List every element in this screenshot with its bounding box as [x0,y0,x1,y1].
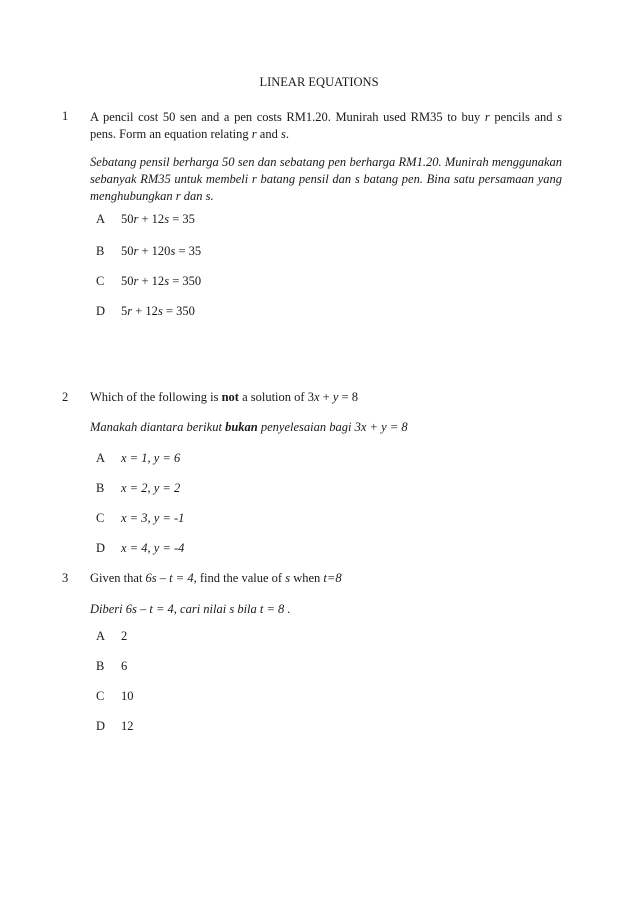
q3-option-a-letter: A [96,629,106,643]
q2-option-d-letter: D [96,541,106,555]
question-1-number: 1 [62,109,69,123]
q3-option-d[interactable]: 12 [121,719,134,733]
q1-option-a-letter: A [96,212,106,226]
question-1-english: A pencil cost 50 sen and a pen costs RM1.20. Munirah used RM35 to buy r pencils and s pens. Form an equation relating r and s. [90,110,562,141]
q3-option-b-letter: B [96,659,105,673]
q2-option-c[interactable]: x = 3, y = -1 [121,511,185,525]
q2-option-b[interactable]: x = 2, y = 2 [121,481,181,495]
q3-option-c-letter: C [96,689,105,703]
q1-option-b[interactable]: 50r + 120s = 35 [121,244,202,258]
q3-option-d-letter: D [96,719,106,733]
q2-option-a[interactable]: x = 1, y = 6 [121,451,181,465]
q1-option-c[interactable]: 50r + 12s = 350 [121,274,202,288]
q2-option-d[interactable]: x = 4, y = -4 [121,541,185,555]
q1-option-c-letter: C [96,274,105,288]
q1-option-d-letter: D [96,304,106,318]
question-2-malay: Manakah diantara berikut bukan penyelesaian bagi 3x + y = 8 [90,420,408,434]
question-3-english: Given that 6s – t = 4, find the value of s when t=8 [90,571,342,585]
q2-option-c-letter: C [96,511,105,525]
question-3-number: 3 [62,571,69,585]
q1-option-d[interactable]: 5r + 12s = 350 [121,304,195,318]
question-2-english: Which of the following is not a solution of 3x + y = 8 [90,390,358,404]
q3-option-c[interactable]: 10 [121,689,134,703]
question-2-number: 2 [62,390,69,404]
q1-option-b-letter: B [96,244,105,258]
q1-option-a[interactable]: 50r + 12s = 35 [121,212,195,226]
page-title: LINEAR EQUATIONS [259,75,379,89]
q3-option-b[interactable]: 6 [121,659,128,673]
q3-option-a[interactable]: 2 [121,629,128,643]
question-1-malay: Sebatang pensil berharga 50 sen dan sebatang pen berharga RM1.20. Munirah menggunakan sebanyak RM35 untuk membeli r batang pensil dan s batang pen. Bina satu persamaan yang menghubungkan r dan s. [90,155,562,203]
q2-option-b-letter: B [96,481,105,495]
question-3-malay: Diberi 6s – t = 4, cari nilai s bila t = 8 . [90,602,291,616]
q2-option-a-letter: A [96,451,106,465]
